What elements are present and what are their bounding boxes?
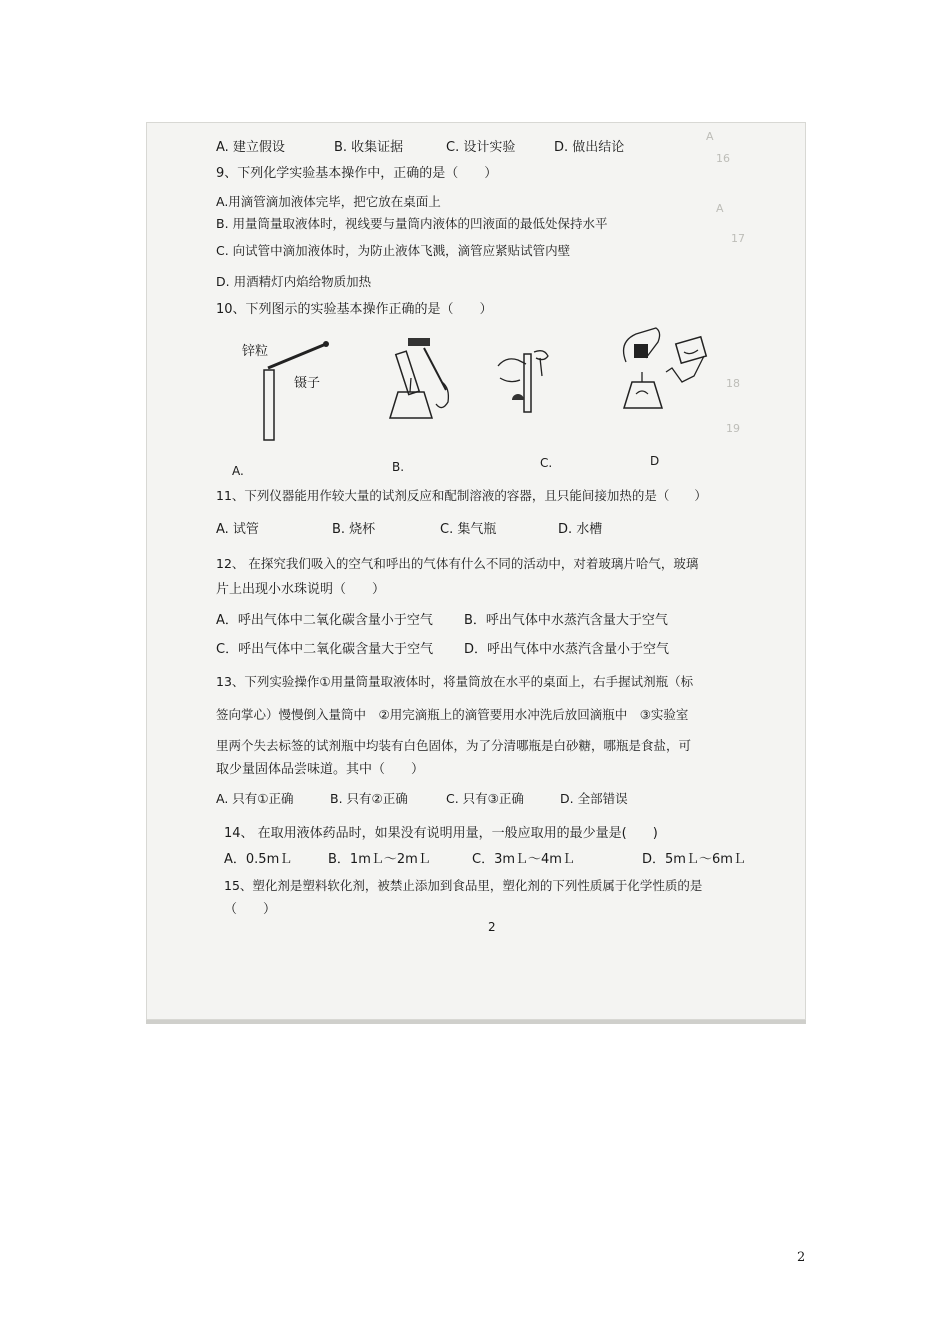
figure-b-label: B. xyxy=(392,460,405,474)
q8-option-a: A. 建立假设 xyxy=(216,140,285,155)
q12-option-a: A．呼出气体中二氧化碳含量小于空气 xyxy=(216,613,433,628)
q13-option-b: B. 只有②正确 xyxy=(330,791,408,806)
bleed-through-text: A xyxy=(716,202,724,215)
q11-option-a: A. 试管 xyxy=(216,522,259,537)
figure-d-label: D xyxy=(650,454,660,468)
q13-option-c: C. 只有③正确 xyxy=(446,791,524,806)
q13-line1: 13、下列实验操作①用量筒量取液体时，将量筒放在水平的桌面上，右手握试剂瓶（标 xyxy=(216,674,694,689)
figure-a-tweezers-label: 镊子 xyxy=(294,376,321,391)
figure-b-heating-drawing xyxy=(384,330,464,420)
inner-page-number: 2 xyxy=(488,920,496,934)
q11-stem: 11、下列仪器能用作较大量的试剂反应和配制溶液的容器，且只能间接加热的是（ ） xyxy=(216,488,707,503)
q8-option-c: C. 设计实验 xyxy=(446,140,516,155)
q8-options xyxy=(216,140,624,156)
q12-option-c: C．呼出气体中二氧化碳含量大于空气 xyxy=(216,642,434,657)
q12-option-b: B．呼出气体中水蒸汽含量大于空气 xyxy=(464,613,668,628)
q11-option-c: C. 集气瓶 xyxy=(440,522,497,537)
q9-option-a: A.用滴管滴加液体完毕，把它放在桌面上 xyxy=(216,194,441,209)
q13-line3: 里两个失去标签的试剂瓶中均装有白色固体，为了分清哪瓶是白砂糖，哪瓶是食盐，可 xyxy=(216,738,692,753)
q9-option-b: B. 用量筒量取液体时，视线要与量筒内液体的凹液面的最低处保持水平 xyxy=(216,216,608,231)
q9-stem: 9、下列化学实验基本操作中，正确的是（ ） xyxy=(216,166,498,181)
q13-option-a: A. 只有①正确 xyxy=(216,791,294,806)
q14-stem: 14、 在取用液体药品时，如果没有说明用量，一般应取用的最少量是( ) xyxy=(224,826,658,841)
q14-option-b: B．1mＬ～2mＬ xyxy=(328,852,431,867)
bleed-through-text: 18 xyxy=(726,377,740,390)
bleed-through-text: 16 xyxy=(716,152,730,165)
q12-stem-line1: 12、 在探究我们吸入的空气和呼出的气体有什么不同的活动中，对着玻璃片哈气，玻璃 xyxy=(216,556,699,571)
q9-option-d: D. 用酒精灯内焰给物质加热 xyxy=(216,274,372,289)
q8-option-d: D. 做出结论 xyxy=(554,140,625,155)
figure-a-label: A. xyxy=(232,464,244,478)
q13-line2: 签向掌心）慢慢倒入量筒中 ②用完滴瓶上的滴管要用水冲洗后放回滴瓶中 ③实验室 xyxy=(216,707,689,722)
q14-option-d: D．5mＬ～6mＬ xyxy=(642,852,746,867)
q8-option-b: B. 收集证据 xyxy=(334,140,404,155)
q10-stem: 10、下列图示的实验基本操作正确的是（ ） xyxy=(216,302,493,317)
q11-option-d: D. 水槽 xyxy=(558,522,603,537)
figure-c-label: C. xyxy=(540,456,553,470)
scanned-page xyxy=(146,122,806,1020)
q12-options-row1 xyxy=(216,613,668,629)
q15-stem-line2: （ ） xyxy=(224,902,277,917)
q13-option-d: D. 全部错误 xyxy=(560,791,628,806)
q13-options xyxy=(216,791,628,807)
q13-line4: 取少量固体品尝味道。其中（ ） xyxy=(216,762,425,777)
figure-a-zinc-label: 锌粒 xyxy=(242,344,269,359)
q14-option-c: C．3mＬ～4mＬ xyxy=(472,852,575,867)
q12-option-d: D．呼出气体中水蒸汽含量小于空气 xyxy=(464,642,670,657)
q15-stem-line1: 15、塑化剂是塑料软化剂，被禁止添加到食品里，塑化剂的下列性质属于化学性质的是 xyxy=(224,878,703,893)
figure-a-test-tube-drawing xyxy=(254,334,334,444)
bleed-through-text: 17 xyxy=(731,232,745,245)
bleed-through-text: 19 xyxy=(726,422,740,435)
q11-options xyxy=(216,522,602,538)
figure-d-lamp-drawing xyxy=(606,322,716,422)
q9-option-c: C. 向试管中滴加液体时，为防止液体飞溅，滴管应紧贴试管内壁 xyxy=(216,243,571,258)
q12-options-row2 xyxy=(216,642,669,658)
figure-c-dropper-drawing xyxy=(494,330,564,420)
q14-options xyxy=(224,852,746,868)
q11-option-b: B. 烧杯 xyxy=(332,522,376,537)
q14-option-a: A．0.5mＬ xyxy=(224,852,293,867)
q12-stem-line2: 片上出现小水珠说明（ ） xyxy=(216,582,386,597)
page-number: 2 xyxy=(797,1250,806,1265)
bleed-through-text: A xyxy=(706,130,714,143)
